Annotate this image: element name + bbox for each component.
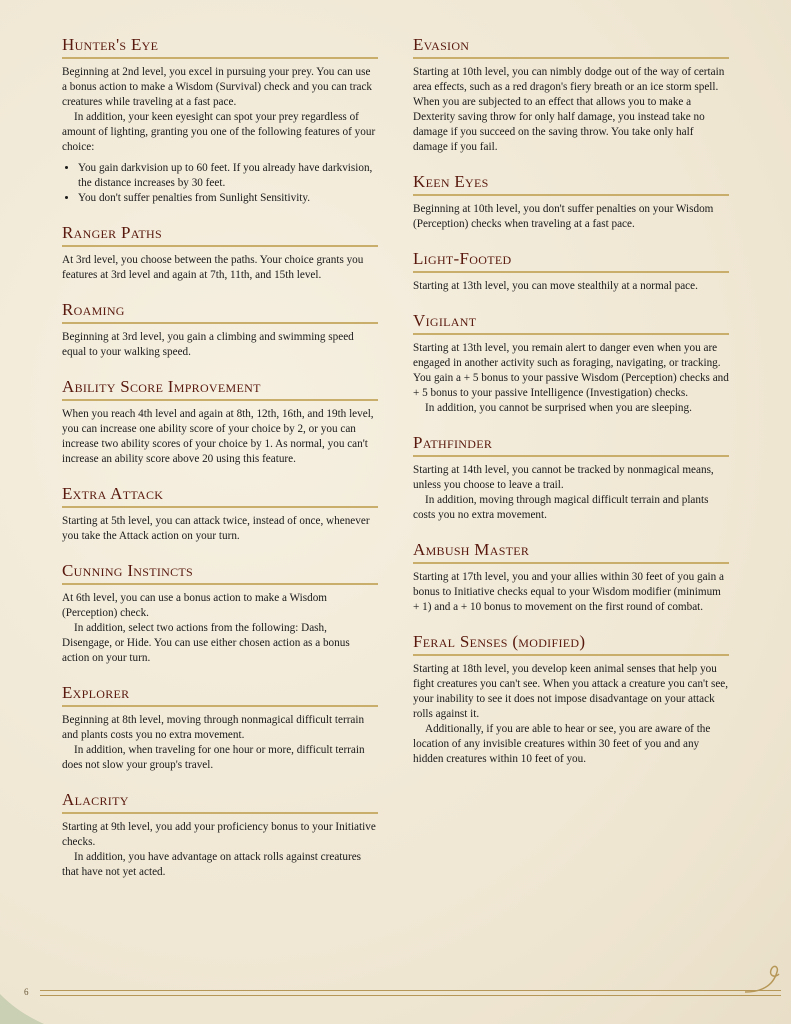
section-paragraph: Starting at 10th level, you can nimbly dodge out of the way of certain area effects, such as a red dragon's fiery breath or an ice storm spell. When you are subjected to an effect that allows you to make a Dexterity saving throw for only half damage, you instead take no damage if you succeed on the saving throw. You take only half damage if you fail.	[413, 66, 725, 153]
section-title: Ambush Master	[413, 541, 729, 564]
section-keen-eyes	[413, 173, 729, 232]
section-title: Cunning Instincts	[62, 562, 378, 585]
footer-flourish-icon	[743, 962, 783, 1002]
section-pathfinder	[413, 434, 729, 523]
section-title: Explorer	[62, 684, 378, 707]
section-vigilant	[413, 312, 729, 416]
list-item: • You don't suffer penalties from Sunlight Sensitivity.	[78, 191, 378, 206]
section-evasion	[413, 36, 729, 155]
footer-rule	[40, 990, 781, 996]
section-title: Keen Eyes	[413, 173, 729, 196]
section-paragraph: Starting at 14th level, you cannot be tracked by nonmagical means, unless you choose to leave a trail.	[413, 464, 714, 491]
section-paragraph: Starting at 18th level, you develop keen animal senses that help you fight creatures you can't see. When you attack a creature you can't see, your inability to see it does not impose disadvantage on your attack rolls against it.	[413, 663, 729, 720]
section-paragraph: Starting at 13th level, you remain alert to danger even when you are engaged in another activity such as foraging, navigating, or tracking. You gain a + 5 bonus to your passive Wisdom (Perception) checks and + 5 bonus to your passive Intelligence (Investigation) checks.	[413, 342, 729, 399]
section-paragraph: In addition, select two actions from the following: Dash, Disengage, or Hide. You can use either chosen action as a bonus action on your turn.	[62, 622, 350, 664]
right-column	[413, 36, 729, 785]
section-title: Vigilant	[413, 312, 729, 335]
section-paragraph: Beginning at 2nd level, you excel in pursuing your prey. You can use a bonus action to make a Wisdom (Survival) check and you can track creatures while traveling at a fast pace.	[62, 66, 373, 108]
section-paragraph: Beginning at 3rd level, you gain a climbing and swimming speed equal to your walking speed.	[62, 331, 354, 358]
section-title: Feral Senses (modified)	[413, 633, 729, 656]
section-paragraph: At 6th level, you can use a bonus action to make a Wisdom (Perception) check.	[62, 592, 327, 619]
section-title: Light-Footed	[413, 250, 729, 273]
section-light-footed	[413, 250, 729, 294]
list-item: • You gain darkvision up to 60 feet. If you already have darkvision, the distance increases by 30 feet.	[78, 161, 378, 191]
section-explorer	[62, 684, 378, 773]
section-paragraph: In addition, moving through magical difficult terrain and plants costs you no extra movement.	[413, 494, 709, 521]
section-alacrity	[62, 791, 378, 880]
section-paragraph: In addition, you cannot be surprised when you are sleeping.	[425, 402, 692, 414]
section-cunning-instincts	[62, 562, 378, 666]
section-paragraph: Starting at 9th level, you add your proficiency bonus to your Initiative checks.	[62, 821, 376, 848]
section-title: Evasion	[413, 36, 729, 59]
section-title: Hunter's Eye	[62, 36, 378, 59]
section-paragraph: In addition, your keen eyesight can spot your prey regardless of amount of lighting, granting you one of the following features of your choice:	[62, 111, 376, 153]
section-paragraph: Starting at 17th level, you and your allies within 30 feet of you gain a bonus to Initiative checks equal to your Wisdom modifier (minimum + 1) and a + 10 bonus to movement on the first round of combat.	[413, 571, 725, 613]
section-paragraph: When you reach 4th level and again at 8th, 12th, 16th, and 19th level, you can increase one ability score of your choice by 2, or you can increase two ability scores of your choice by 1. As normal, you can't increase an ability score above 20 using this feature.	[62, 408, 374, 465]
section-paragraph: Starting at 5th level, you can attack twice, instead of once, whenever you take the Attack action on your turn.	[62, 515, 370, 542]
section-title: Roaming	[62, 301, 378, 324]
section-title: Alacrity	[62, 791, 378, 814]
section-roaming	[62, 301, 378, 360]
left-column	[62, 36, 378, 898]
section-title: Ranger Paths	[62, 224, 378, 247]
section-paragraph: Beginning at 10th level, you don't suffer penalties on your Wisdom (Perception) checks when traveling at a fast pace.	[413, 203, 714, 230]
section-paragraph: Additionally, if you are able to hear or see, you are aware of the location of any invisible creatures within 30 feet of you and any hidden creatures within 10 feet of you.	[413, 723, 711, 765]
section-title: Pathfinder	[413, 434, 729, 457]
corner-ornament-icon	[0, 980, 44, 1024]
section-paragraph: Beginning at 8th level, moving through nonmagical difficult terrain and plants costs you no extra movement.	[62, 714, 365, 741]
section-paragraph: At 3rd level, you choose between the paths. Your choice grants you features at 3rd level and again at 7th, 11th, and 15th level.	[62, 254, 364, 281]
bullet-list	[62, 161, 378, 206]
section-paragraph: Starting at 13th level, you can move stealthily at a normal pace.	[413, 280, 698, 292]
section-feral-senses	[413, 633, 729, 767]
page-number: 6	[24, 987, 29, 997]
section-extra-attack	[62, 485, 378, 544]
section-paragraph: In addition, you have advantage on attack rolls against creatures that have not yet acted.	[62, 851, 362, 878]
section-hunters-eye	[62, 36, 378, 206]
section-paragraph: In addition, when traveling for one hour or more, difficult terrain does not slow your group's travel.	[62, 744, 365, 771]
section-ability-score-improvement	[62, 378, 378, 467]
section-ranger-paths	[62, 224, 378, 283]
section-ambush-master	[413, 541, 729, 615]
section-title: Extra Attack	[62, 485, 378, 508]
section-title: Ability Score Improvement	[62, 378, 378, 401]
